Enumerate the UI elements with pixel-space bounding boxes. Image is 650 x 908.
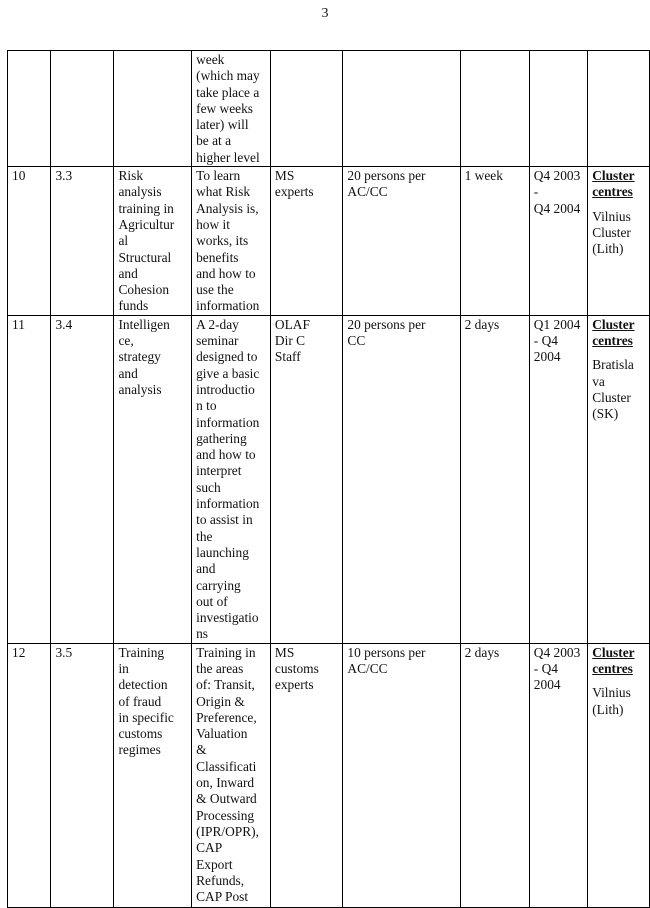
reference-cell: 3.3 [51,167,114,316]
reference-cell [51,51,114,167]
table-row [8,315,650,643]
cluster-heading: Cluster centres [592,644,635,676]
experts-cell: MS customs experts [270,643,342,907]
cluster-cell [588,315,650,643]
duration-cell: 1 week [460,167,529,316]
table-row [8,167,650,316]
period-cell: Q4 2003 - Q4 2004 [529,167,587,316]
experts-cell: OLAF Dir C Staff [270,315,342,643]
participants-cell [343,51,460,167]
experts-cell: MS experts [270,167,342,316]
cluster-heading: Cluster centres [592,316,635,349]
duration-cell: 2 days [460,643,529,907]
duration-cell [460,51,529,167]
page-number: 3 [321,6,329,21]
cluster-location: Bratisla va Cluster (SK) [592,357,634,422]
row-number-cell: 11 [8,315,51,643]
period-cell: Q4 2003 - Q4 2004 [529,643,587,907]
title-cell [114,51,192,167]
description-cell: Training in the areas of: Transit, Origin & Preference, Valuation & Classificati on, Inward & Outward Processing (IPR/OPR), CAP Export Refunds, CAP Post [192,643,271,907]
row-number-cell [8,51,51,167]
cluster-cell [588,167,650,316]
description-cell: week (which may take place a few weeks later) will be at a higher level [192,51,271,167]
cluster-cell [588,51,650,167]
table-row [8,643,650,907]
description-cell: To learn what Risk Analysis is, how it works, its benefits and how to use the information [192,167,271,316]
cluster-location: Vilnius Cluster (Lith) [592,208,631,257]
cluster-heading: Cluster centres [592,168,635,200]
experts-cell [270,51,342,167]
period-cell [529,51,587,167]
title-cell: Risk analysis training in Agricultur al Structural and Cohesion funds [114,167,192,316]
cluster-cell [588,643,650,907]
reference-cell: 3.5 [51,643,114,907]
participants-cell: 10 persons per AC/CC [343,643,460,907]
period-cell: Q1 2004 - Q4 2004 [529,315,587,643]
description-cell: A 2-day seminar designed to give a basic introductio n to information gathering and how to interpret such information to assist in the launching and carrying out of investigatio ns [192,315,271,643]
participants-cell: 20 persons per AC/CC [343,167,460,316]
table-row [8,51,650,167]
row-number-cell: 12 [8,643,51,907]
row-number-cell: 10 [8,167,51,316]
duration-cell: 2 days [460,315,529,643]
participants-cell: 20 persons per CC [343,315,460,643]
title-cell: Training in detection of fraud in specific customs regimes [114,643,192,907]
title-cell: Intelligen ce, strategy and analysis [114,315,192,643]
reference-cell: 3.4 [51,315,114,643]
training-table [7,50,650,908]
cluster-location: Vilnius (Lith) [592,685,631,717]
